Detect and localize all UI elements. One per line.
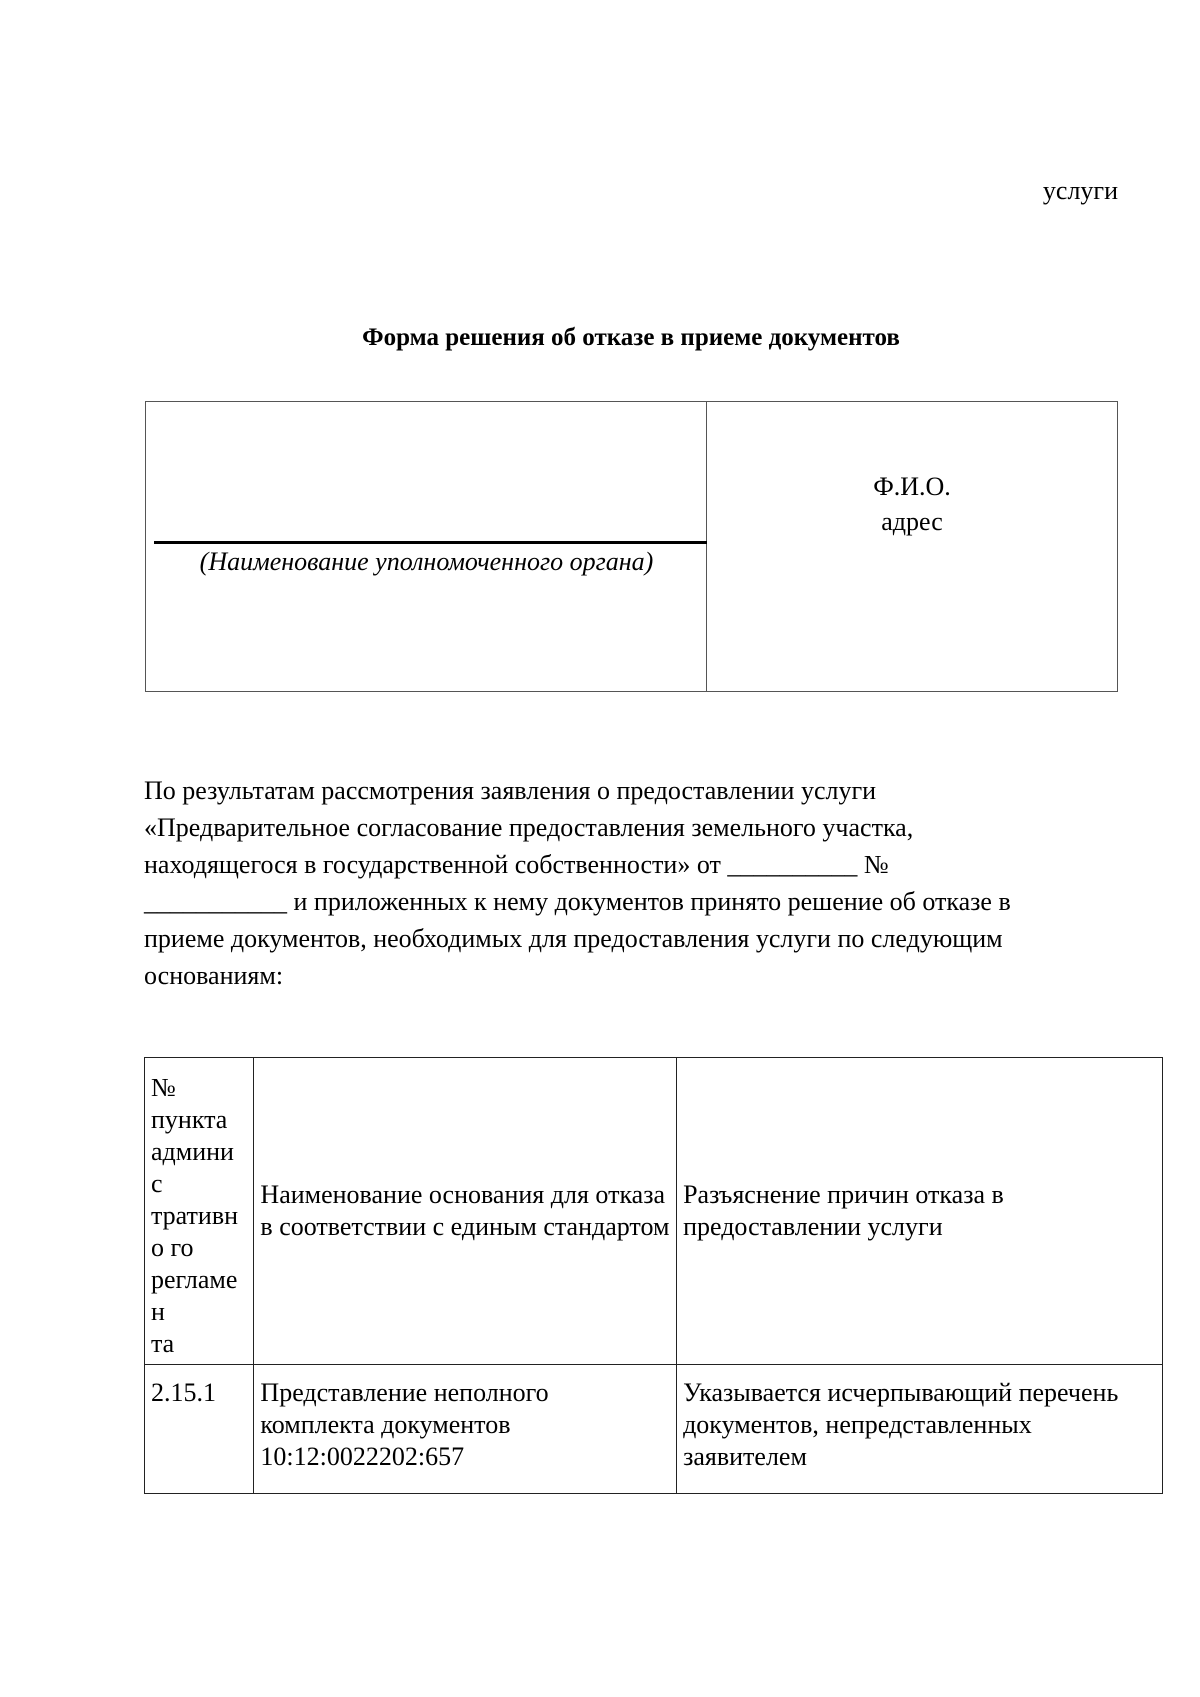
header-text-fragment: пункта: [151, 1105, 228, 1134]
header-ground-name: Наименование основания для отказа в соответствии с единым стандартом: [254, 1058, 677, 1365]
row-explanation: Указывается исчерпывающий перечень документов, непредставленных заявителем: [677, 1365, 1163, 1494]
header-explanation: Разъяснение причин отказа в предоставлении услуги: [677, 1058, 1163, 1365]
authority-cell: [146, 402, 707, 691]
recipient-block: [145, 401, 1118, 692]
refusal-grounds-table: [144, 1057, 1163, 1494]
cadastral-number: 10:12:0022202:657: [260, 1442, 465, 1471]
authority-caption: (Наименование уполномоченного органа): [199, 547, 654, 576]
header-text-fragment: регламе: [151, 1265, 238, 1294]
row-regulation-item: 2.15.1: [145, 1365, 254, 1494]
header-text-fragment: тративн: [151, 1201, 239, 1230]
header-text-fragment: н: [151, 1297, 165, 1326]
paragraph-line: ___________ и приложенных к нему документов принято решение об отказе в: [144, 887, 1011, 916]
paragraph-line: основаниям:: [144, 961, 284, 990]
header-text-fragment: та: [151, 1329, 175, 1358]
paragraph-line: приеме документов, необходимых для предоставления услуги по следующим: [144, 924, 1003, 953]
ground-text-line: комплекта документов: [260, 1410, 511, 1439]
table-row: [145, 1365, 1163, 1494]
form-title: Форма решения об отказе в приеме документов: [362, 324, 900, 351]
header-text-fragment: №: [151, 1073, 176, 1102]
row-ground-name: [254, 1365, 677, 1494]
applicant-cell: [707, 402, 1117, 691]
paragraph-line: находящегося в государственной собственности» от __________ №: [144, 850, 889, 879]
header-service-label: услуги: [1042, 176, 1118, 205]
table-header-row: [145, 1058, 1163, 1365]
decision-paragraph: [144, 772, 1144, 994]
applicant-address: адрес: [881, 507, 943, 536]
applicant-name: Ф.И.О.: [873, 472, 951, 501]
paragraph-line: По результатам рассмотрения заявления о предоставлении услуги: [144, 776, 877, 805]
header-text-fragment: админи: [151, 1137, 234, 1166]
paragraph-line: «Предварительное согласование предоставления земельного участка,: [144, 813, 914, 842]
authority-name-line: [154, 541, 707, 544]
header-regulation-item: [145, 1058, 254, 1365]
header-text-fragment: о го: [151, 1233, 194, 1262]
ground-text-line: Представление неполного: [260, 1378, 549, 1407]
header-text-fragment: с: [151, 1169, 163, 1198]
